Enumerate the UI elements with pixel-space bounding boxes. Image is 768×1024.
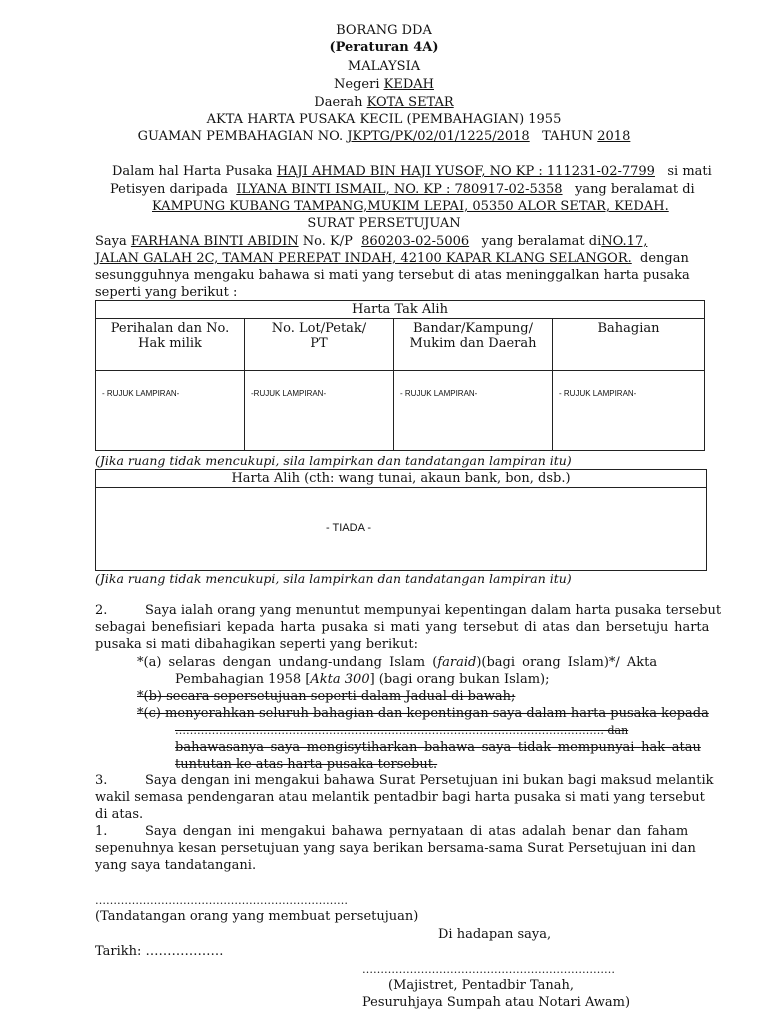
harta-alih-box — [95, 469, 707, 571]
akta-title: AKTA HARTA PUSAKA KECIL (PEMBAHAGIAN) 1955 — [206, 112, 562, 127]
negeri-label: Negeri — [334, 77, 380, 92]
para2-option-b: *(b) secara sepersetujuan seperti dalam Jadual di bawah; — [137, 689, 516, 704]
daerah-label: Daerah — [314, 95, 363, 110]
intro-line-1 — [112, 164, 712, 180]
guaman-no: JKPTG/PK/02/01/1225/2018 — [347, 129, 530, 144]
surat-title: SURAT PERSETUJUAN — [307, 216, 461, 231]
para2-option-c-2: ……………………………………………………………………………………………………… dan — [175, 724, 629, 737]
statement-line-2 — [95, 251, 689, 267]
pempetisyen-name: ILYANA BINTI ISMAIL, NO. KP : 780917-02-5358 — [236, 182, 563, 197]
cell-perihalan: - RUJUK LAMPIRAN- — [96, 371, 245, 451]
header-bandar: Bandar/Kampung/ Mukim dan Daerah — [394, 319, 553, 371]
para2-option-a-1: *(a) selaras dengan undang-undang Islam (faraid)(bagi orang Islam)*/ Akta — [137, 655, 658, 670]
para3-line-1: Saya dengan ini mengakui bahawa Surat Persetujuan ini bukan bagi maksud melantik — [145, 773, 714, 788]
cell-bahagian: - RUJUK LAMPIRAN- — [553, 371, 705, 451]
alamat-pempetisyen: KAMPUNG KUBANG TAMPANG,MUKIM LEPAI, 05350 ALOR SETAR, KEDAH. — [152, 199, 669, 214]
alamat-1: NO.17, — [601, 234, 648, 249]
intro-label: Dalam hal Harta Pusaka — [112, 164, 273, 179]
para2-line-3: pusaka si mati dibahagikan seperti yang berikut: — [95, 637, 418, 652]
cell-bandar: - RUJUK LAMPIRAN- — [394, 371, 553, 451]
alamat-2: JALAN GALAH 2C, TAMAN PEREPAT INDAH, 42100 KAPAR KLANG SELANGOR. — [95, 251, 632, 266]
negara: MALAYSIA — [347, 59, 421, 74]
negeri-line — [0, 77, 768, 92]
petisyen-label: Petisyen daripada — [110, 182, 229, 197]
para3-num: 3. — [95, 773, 108, 788]
form-title: BORANG DDA — [336, 23, 432, 38]
para4-line-1: Saya dengan ini mengakui bahawa pernyataan di atas adalah benar dan faham — [145, 824, 689, 839]
para4-line-2: sepenuhnya kesan persetujuan yang saya berikan bersama-sama Surat Persetujuan ini dan — [95, 841, 696, 856]
para2-option-a-2: Pembahagian 1958 [Akta 300] (bagi orang bukan Islam); — [175, 672, 550, 687]
dengan-label: dengan — [640, 251, 689, 266]
kp-label: No. K/P — [302, 234, 353, 249]
para2-line-2: sebagai benefisiari kepada harta pusaka si mati yang tersebut di atas dan bersetuju harta — [95, 620, 710, 635]
penyetuju-name: FARHANA BINTI ABIDIN — [130, 234, 299, 249]
tahun-label: TAHUN — [542, 129, 594, 144]
officer-line-2: Pesuruhjaya Sumpah atau Notari Awam) — [362, 995, 631, 1010]
note-2: (Jika ruang tidak mencukupi, sila lampirkan dan tandatangan lampiran itu) — [95, 571, 572, 586]
para2-line-1: Saya ialah orang yang menuntut mempunyai kepentingan dalam harta pusaka tersebut — [145, 603, 722, 618]
statement-alamat-label: yang beralamat di — [481, 234, 602, 249]
harta-tak-alih-title: Harta Tak Alih — [96, 301, 705, 319]
para2-option-c-1: *(c) menyerahkan seluruh bahagian dan kepentingan saya dalam harta pusaka kepada — [137, 706, 709, 721]
signature-dots: …………………………………………………………… — [95, 894, 348, 907]
tahun-value: 2018 — [597, 129, 631, 144]
signature-label: (Tandatangan orang yang membuat persetujuan) — [95, 909, 419, 924]
simati-label: si mati — [667, 164, 712, 179]
statement-line-1 — [95, 234, 647, 250]
guaman-label: GUAMAN PEMBAHAGIAN NO. — [137, 129, 344, 144]
statement-line-3: sesungguhnya mengaku bahawa si mati yang tersebut di atas meninggalkan harta pusaka — [95, 268, 690, 283]
peraturan: (Peraturan 4A) — [329, 40, 439, 55]
officer-dots: …………………………………………………………… — [362, 963, 615, 976]
para4-num: 1. — [95, 824, 108, 839]
negeri-value: KEDAH — [383, 77, 434, 92]
header-lot: No. Lot/Petak/ PT — [245, 319, 394, 371]
para4-line-3: yang saya tandatangani. — [95, 858, 257, 873]
tarikh: Tarikh: ……………… — [95, 944, 224, 959]
daerah-line — [0, 95, 768, 110]
statement-line-4: seperti yang berikut : — [95, 285, 238, 300]
saya-label: Saya — [95, 234, 127, 249]
officer-line-1: (Majistret, Pentadbir Tanah, — [388, 978, 575, 993]
simati-name: HAJI AHMAD BIN HAJI YUSOF, NO KP : 111231-02-7799 — [276, 164, 655, 179]
para2-option-c-3: bahawasanya saya mengisytiharkan bahawa saya tidak mempunyai hak atau — [175, 740, 701, 755]
note-1: (Jika ruang tidak mencukupi, sila lampirkan dan tandatangan lampiran itu) — [95, 453, 572, 468]
harta-tak-alih-table — [95, 300, 705, 451]
di-hadapan: Di hadapan saya, — [438, 927, 552, 942]
para3-line-3: di atas. — [95, 807, 144, 822]
cell-lot: -RUJUK LAMPIRAN- — [245, 371, 394, 451]
para2-option-c-4: tuntutan ke atas harta pusaka tersebut. — [175, 757, 438, 772]
para2-num: 2. — [95, 603, 108, 618]
daerah-value: KOTA SETAR — [366, 95, 454, 110]
guaman-line — [0, 129, 768, 144]
alamat-label: yang beralamat di — [574, 182, 695, 197]
harta-alih-title: Harta Alih (cth: wang tunai, akaun bank, bon, dsb.) — [96, 470, 706, 488]
para3-line-2: wakil semasa pendengaran atau melantik pentadbir bagi harta pusaka si mati yang tersebut — [95, 790, 705, 805]
harta-alih-value: - TIADA - — [326, 522, 372, 534]
penyetuju-kp: 860203-02-5006 — [361, 234, 470, 249]
intro-line-2 — [110, 182, 695, 198]
header-bahagian: Bahagian — [553, 319, 705, 371]
header-perihalan: Perihalan dan No. Hak milik — [96, 319, 245, 371]
